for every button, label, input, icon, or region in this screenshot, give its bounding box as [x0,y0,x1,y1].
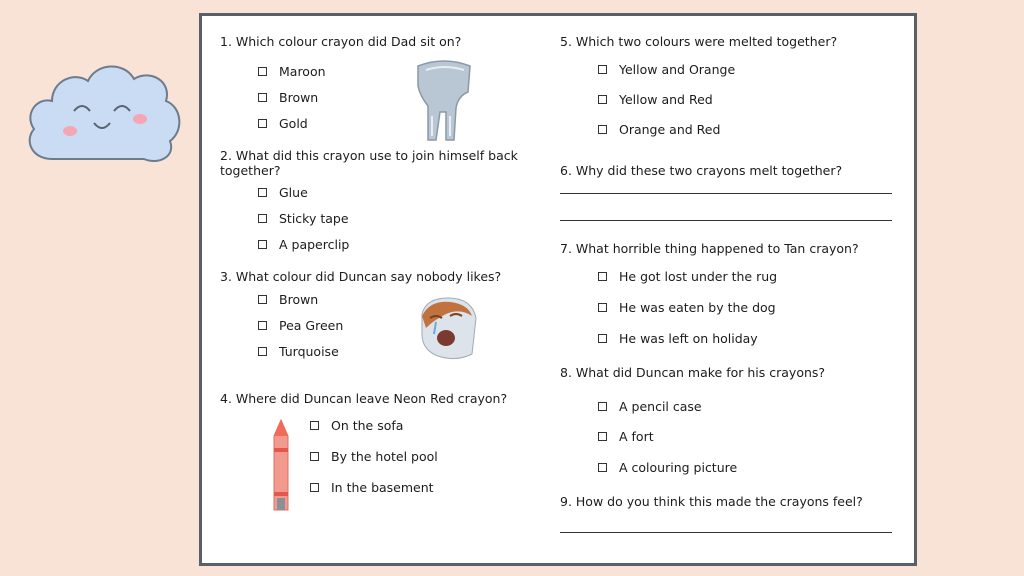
option-q1-a[interactable]: Maroon [258,64,326,79]
option-q5-b[interactable]: Yellow and Red [598,92,713,107]
checkbox-icon[interactable] [258,347,267,356]
squashed-crayon-icon [408,56,480,146]
question-5: 5. Which two colours were melted together? [560,34,838,49]
checkbox-icon[interactable] [258,240,267,249]
checkbox-icon[interactable] [258,188,267,197]
checkbox-icon[interactable] [598,334,607,343]
checkbox-icon[interactable] [598,402,607,411]
checkbox-icon[interactable] [258,295,267,304]
checkbox-icon[interactable] [258,67,267,76]
checkbox-icon[interactable] [258,119,267,128]
question-6: 6. Why did these two crayons melt together? [560,163,843,178]
checkbox-icon[interactable] [598,125,607,134]
question-8: 8. What did Duncan make for his crayons? [560,365,826,380]
option-q4-b[interactable]: By the hotel pool [310,449,438,464]
smiling-cloud-icon [22,55,184,173]
question-9: 9. How do you think this made the crayons feel? [560,494,863,509]
checkbox-icon[interactable] [598,432,607,441]
option-q7-c[interactable]: He was left on holiday [598,331,758,346]
option-q8-c[interactable]: A colouring picture [598,460,737,475]
option-q2-c[interactable]: A paperclip [258,237,349,252]
answer-line-q9[interactable] [560,532,892,533]
crying-crayon-face-icon [416,294,480,362]
option-q5-c[interactable]: Orange and Red [598,122,720,137]
option-q5-a[interactable]: Yellow and Orange [598,62,735,77]
checkbox-icon[interactable] [598,272,607,281]
checkbox-icon[interactable] [310,421,319,430]
checkbox-icon[interactable] [258,93,267,102]
question-1: 1. Which colour crayon did Dad sit on? [220,34,462,49]
answer-line-q6-1[interactable] [560,193,892,194]
worksheet [199,13,917,566]
question-7: 7. What horrible thing happened to Tan crayon? [560,241,859,256]
checkbox-icon[interactable] [598,303,607,312]
option-q4-c[interactable]: In the basement [310,480,434,495]
checkbox-icon[interactable] [598,65,607,74]
option-q3-a[interactable]: Brown [258,292,318,307]
option-q8-b[interactable]: A fort [598,429,654,444]
option-q2-a[interactable]: Glue [258,185,308,200]
checkbox-icon[interactable] [310,452,319,461]
option-q7-a[interactable]: He got lost under the rug [598,269,777,284]
answer-line-q6-2[interactable] [560,220,892,221]
option-q3-b[interactable]: Pea Green [258,318,343,333]
option-q4-a[interactable]: On the sofa [310,418,403,433]
option-q7-b[interactable]: He was eaten by the dog [598,300,776,315]
checkbox-icon[interactable] [598,95,607,104]
checkbox-icon[interactable] [310,483,319,492]
option-q2-b[interactable]: Sticky tape [258,211,349,226]
question-3: 3. What colour did Duncan say nobody likes? [220,269,502,284]
option-q8-a[interactable]: A pencil case [598,399,702,414]
neon-red-crayon-icon [268,418,294,514]
option-q3-c[interactable]: Turquoise [258,344,339,359]
option-q1-c[interactable]: Gold [258,116,308,131]
checkbox-icon[interactable] [598,463,607,472]
checkbox-icon[interactable] [258,321,267,330]
option-q1-b[interactable]: Brown [258,90,318,105]
checkbox-icon[interactable] [258,214,267,223]
question-2: 2. What did this crayon use to join himself back together? [220,148,518,178]
question-4: 4. Where did Duncan leave Neon Red crayon? [220,391,508,406]
